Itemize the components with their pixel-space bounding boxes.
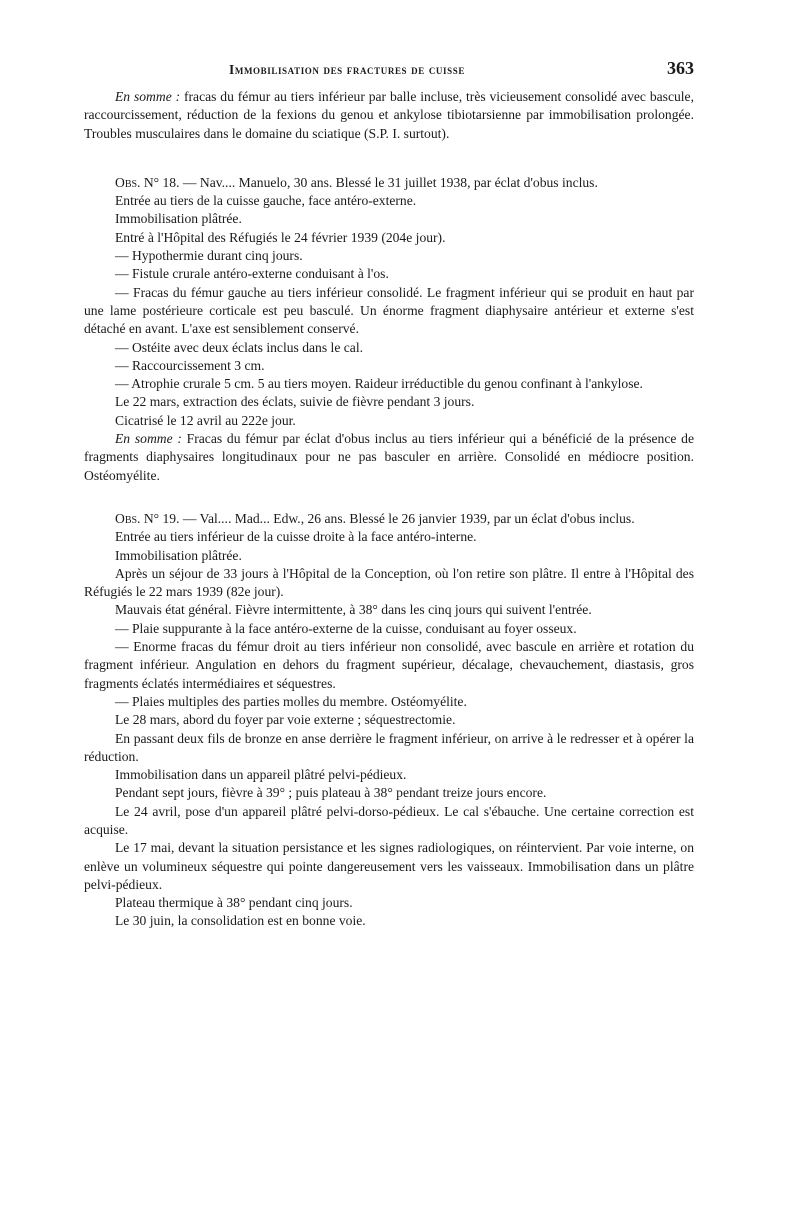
obs18-line: Immobilisation plâtrée. (115, 211, 242, 227)
obs18-label: Obs. N° 18. (115, 174, 180, 190)
obs19-line: Le 28 mars, abord du foyer par voie externe ; séquestrectomie. (115, 712, 456, 728)
obs19-line: — Plaie suppurante à la face antéro-externe de la cuisse, conduisant au foyer osseux. (115, 620, 577, 636)
page-header (84, 58, 694, 88)
obs18-line: Le 22 mars, extraction des éclats, suivie de fièvre pendant 3 jours. (115, 394, 475, 410)
summary-lead: En somme : (115, 89, 181, 104)
obs19-line: — Enorme fracas du fémur droit au tiers inférieur non consolidé, avec bascule en arrière et rotation du fragment inférieur. Angulation en dehors du fragment supérieur, décalage, chevauchement, diastasis, gros fragments éclatés intermédiaires et séquestres. (84, 639, 694, 691)
summary-text: fracas du fémur au tiers inférieur par balle incluse, très vicieusement consolidé avec bascule, raccourcissement, réduction de la fexions du genou et ankylose tibiotarsienne par immobilisation prolongée. Troubles musculaires dans le domaine du sciatique (S.P. I. surtout). (84, 89, 694, 141)
obs19-line: Pendant sept jours, fièvre à 39° ; puis plateau à 38° pendant treize jours encore. (115, 785, 547, 801)
obs18-line: Entrée au tiers de la cuisse gauche, face antéro-externe. (115, 193, 417, 209)
page-number: 363 (667, 58, 694, 78)
section-gap (84, 485, 694, 510)
obs18-line: — Fracas du fémur gauche au tiers inférieur consolidé. Le fragment inférieur qui se produit en haut par une lame postérieure corticale est peu basculé. Un énorme fragment diaphysaire antérieur et externe s'est détaché en avant. L'axe est sensiblement conservé. (84, 284, 694, 337)
obs18-line: Entré à l'Hôpital des Réfugiés le 24 février 1939 (204e jour). (115, 229, 446, 245)
running-title: Immobilisation des fractures de cuisse (229, 62, 465, 77)
summary-text: Fracas du fémur par éclat d'obus inclus au tiers inférieur qui a bénéficié de la présence de fragments diaphysaires longitudinaux pour ne pas basculer en arrière. Consolidé en médiocre position. Ostéomyélite. (84, 431, 694, 483)
obs18-line: — Atrophie crurale 5 cm. 5 au tiers moyen. Raideur irréductible du genou confinant à l'ankylose. (115, 376, 643, 392)
obs19-line: Immobilisation plâtrée. (115, 547, 242, 563)
obs19-line: Mauvais état général. Fièvre intermittente, à 38° dans les cinq jours qui suivent l'entrée. (115, 602, 592, 618)
obs18-line: — Hypothermie durant cinq jours. (115, 248, 303, 264)
obs18-line: — Raccourcissement 3 cm. (115, 357, 265, 373)
obs18-summary (84, 430, 694, 485)
obs19-line: Le 30 juin, la consolidation est en bonne voie. (115, 913, 366, 929)
obs18-lead: — Nav.... Manuelo, 30 ans. Blessé le 31 juillet 1938, par éclat d'obus inclus. (179, 174, 598, 190)
obs19-label: Obs. N° 19. (115, 510, 180, 526)
book-page (84, 58, 694, 931)
summary-lead: En somme : (115, 431, 182, 447)
obs19-line: Immobilisation dans un appareil plâtré pelvi-pédieux. (115, 767, 407, 783)
obs18-line: — Fistule crurale antéro-externe conduisant à l'os. (115, 266, 389, 282)
obs19-line: Entrée au tiers inférieur de la cuisse droite à la face antéro-interne. (115, 529, 477, 545)
obs18-heading (84, 174, 694, 192)
obs19-line: Après un séjour de 33 jours à l'Hôpital de la Conception, où l'on retire son plâtre. Il entre à l'Hôpital des Réfugiés le 22 mars 1939 (82e jour). (84, 565, 694, 600)
section-gap (84, 143, 694, 174)
obs19-lead: — Val.... Mad... Edw., 26 ans. Blessé le 26 janvier 1939, par un éclat d'obus inclus. (179, 510, 635, 526)
obs19-heading (84, 510, 694, 528)
obs19-line: Le 17 mai, devant la situation persistance et les signes radiologiques, on réintervient. Par voie interne, on enlève un volumineux séquestre qui pointe dangereusement vers les vaisseaux. Immobilisation dans un plâtre pelvi-pédieux. (84, 840, 694, 892)
obs19-line: En passant deux fils de bronze en anse derrière le fragment inférieur, on arrive à le redresser et à opérer la réduction. (84, 730, 694, 764)
obs19-line: Le 24 avril, pose d'un appareil plâtré pelvi-dorso-pédieux. Le cal s'ébauche. Une certaine correction est acquise. (84, 803, 694, 837)
obs18-line: — Ostéite avec deux éclats inclus dans le cal. (115, 339, 363, 355)
obs19-line: — Plaies multiples des parties molles du membre. Ostéomyélite. (115, 693, 467, 709)
obs18-line: Cicatrisé le 12 avril au 222e jour. (115, 412, 296, 428)
intro-summary (84, 88, 694, 143)
obs19-line: Plateau thermique à 38° pendant cinq jours. (115, 895, 353, 911)
